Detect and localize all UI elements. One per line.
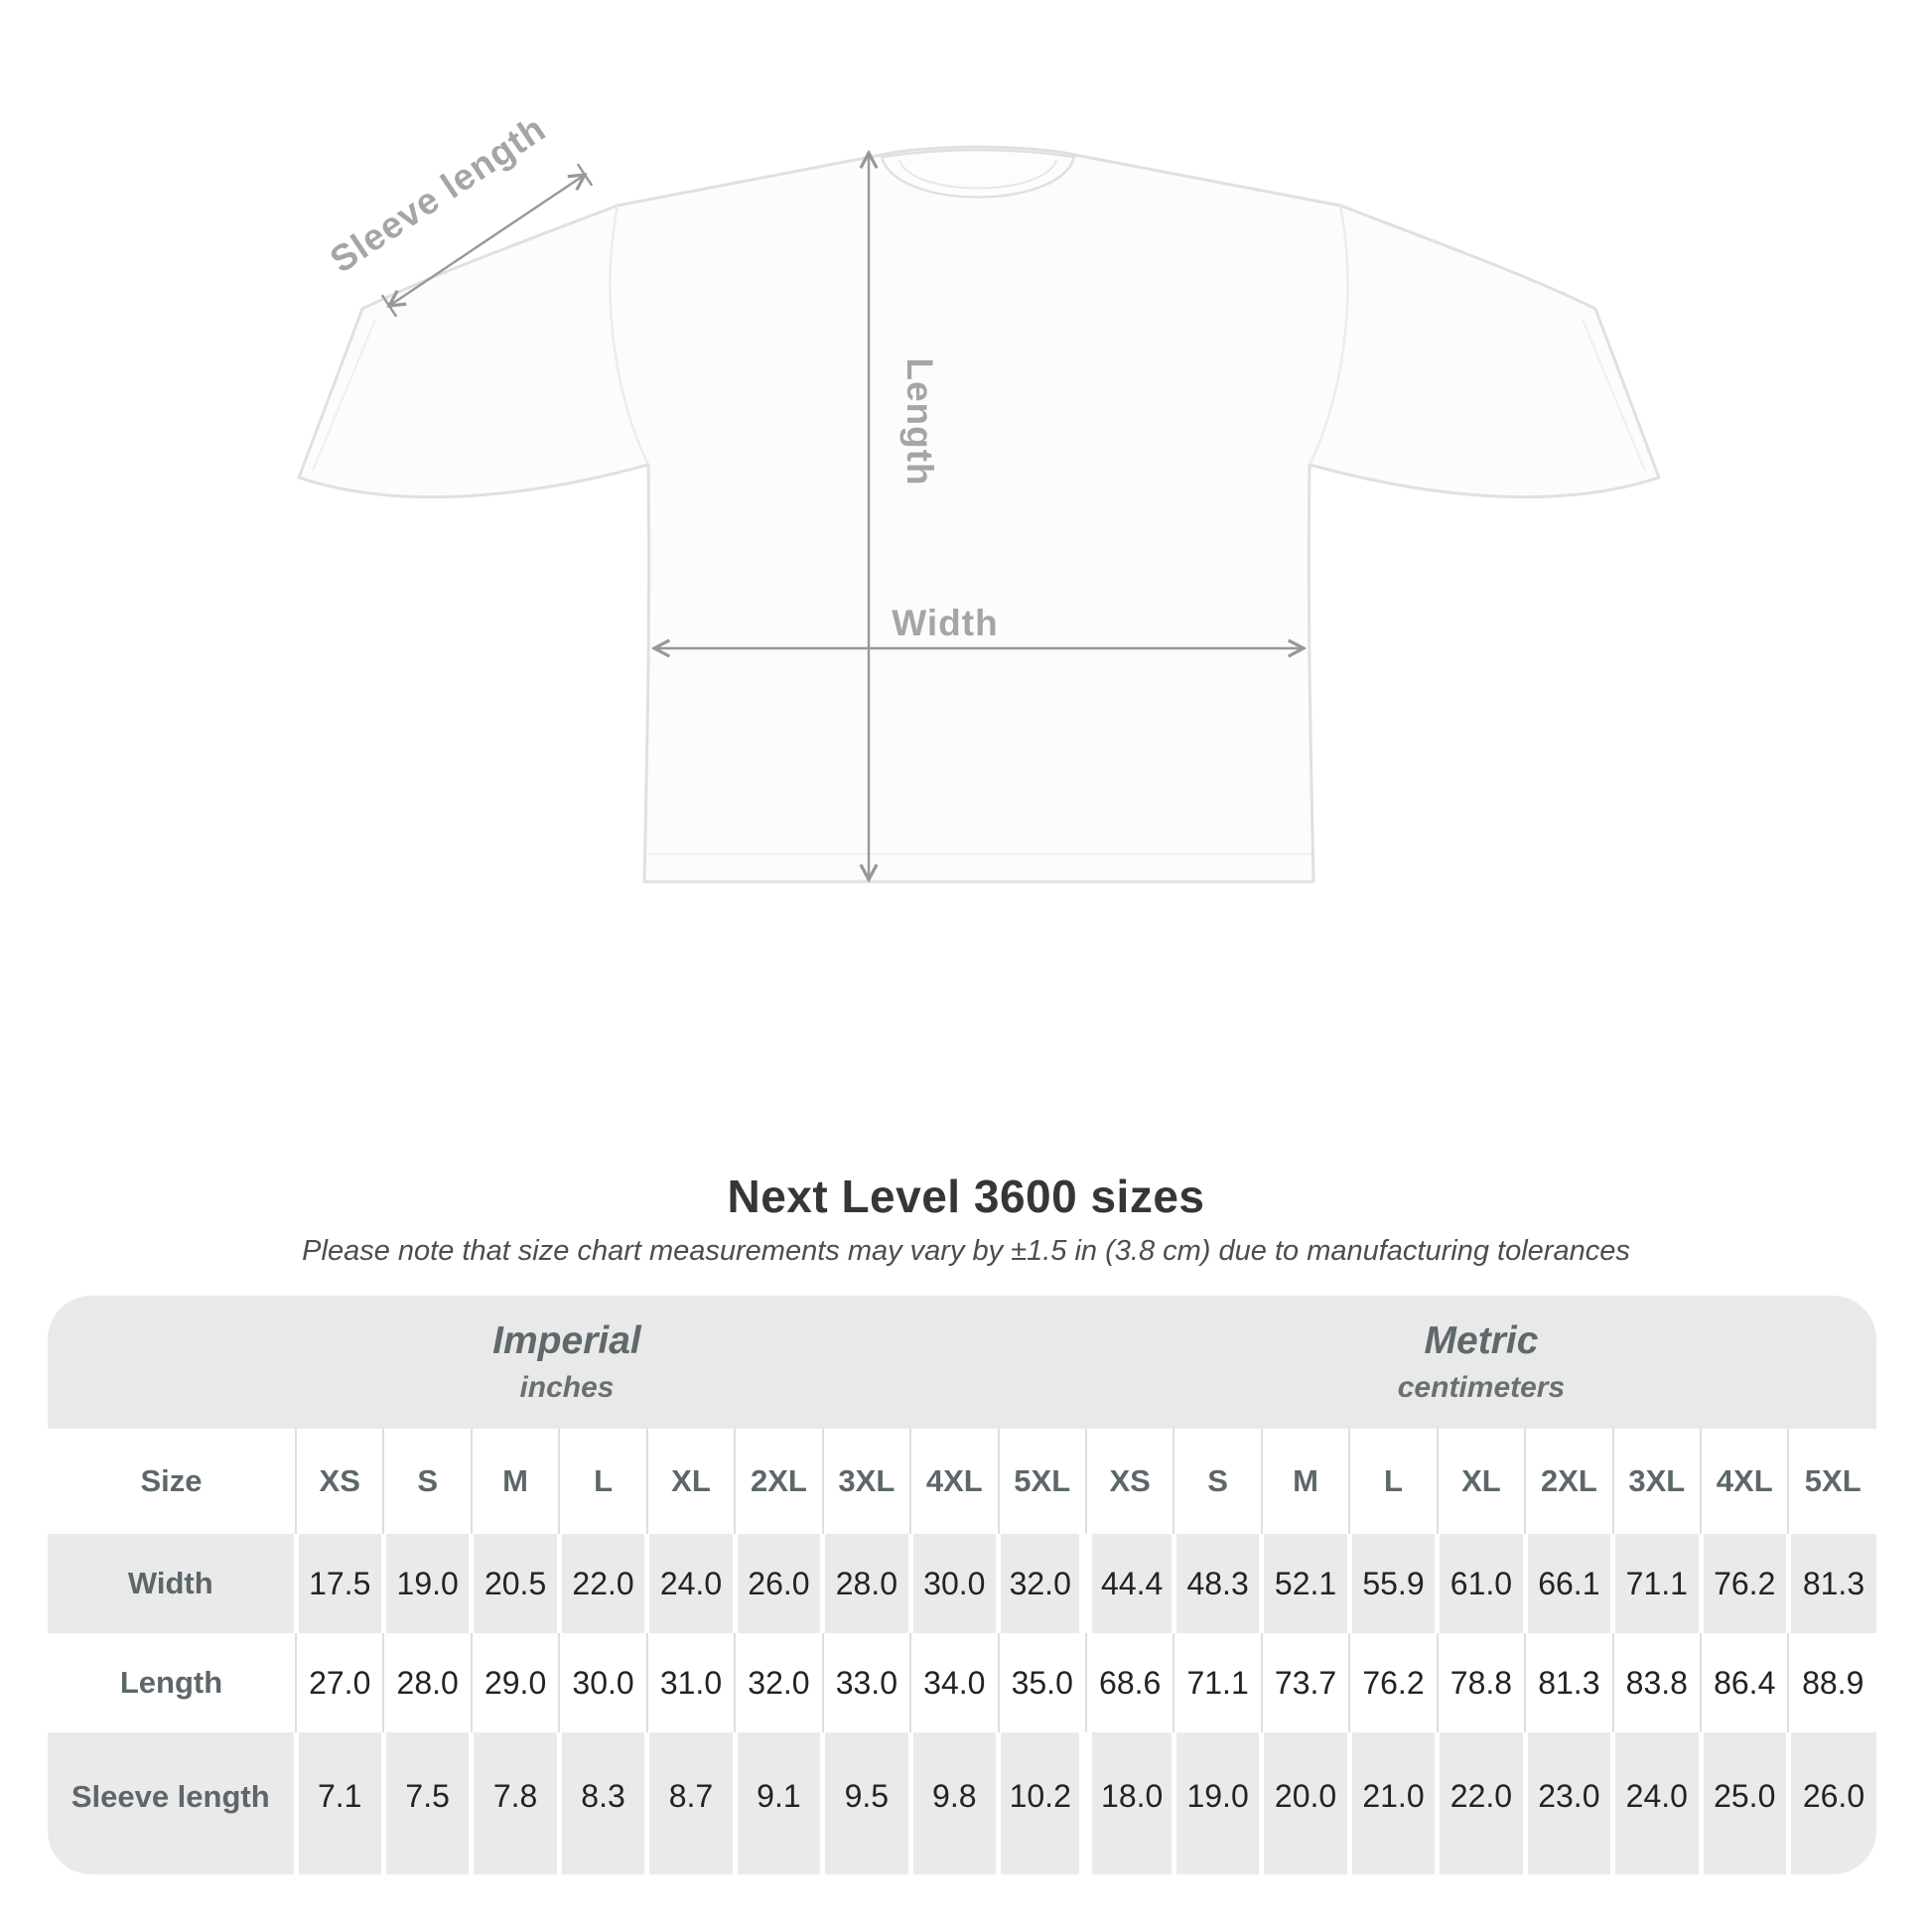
metric-section-header <box>1086 1296 1876 1429</box>
measurement-cell: 88.9 <box>1788 1633 1876 1732</box>
measurement-cell: 9.8 <box>910 1732 998 1874</box>
measurement-cell: 22.0 <box>559 1534 646 1633</box>
sleeve-length-label: Sleeve length <box>323 107 553 281</box>
measurement-cell: 30.0 <box>910 1534 998 1633</box>
metric-section-title: Metric <box>1424 1319 1539 1362</box>
size-col-header: 5XL <box>999 1429 1086 1534</box>
measurement-cell: 19.0 <box>1173 1732 1261 1874</box>
measurement-cell: 7.1 <box>296 1732 383 1874</box>
size-col-header: XL <box>647 1429 735 1534</box>
measurement-cell: 20.5 <box>472 1534 559 1633</box>
measurement-cell: 35.0 <box>999 1633 1086 1732</box>
size-col-header: 5XL <box>1788 1429 1876 1534</box>
measurement-cell: 31.0 <box>647 1633 735 1732</box>
measurement-cell: 71.1 <box>1613 1534 1701 1633</box>
measurement-cell: 18.0 <box>1086 1732 1173 1874</box>
measurement-cell: 8.7 <box>647 1732 735 1874</box>
measurement-cell: 8.3 <box>559 1732 646 1874</box>
tolerance-note: Please note that size chart measurements may vary by ±1.5 in (3.8 cm) due to manufacturing tolerances <box>302 1235 1630 1267</box>
measurement-cell: 81.3 <box>1525 1633 1612 1732</box>
size-col-header: 3XL <box>823 1429 910 1534</box>
measurement-cell: 34.0 <box>910 1633 998 1732</box>
measurement-cell: 25.0 <box>1701 1732 1788 1874</box>
measurement-cell: 76.2 <box>1701 1534 1788 1633</box>
length-label: Length <box>899 357 940 486</box>
measurement-cell: 7.5 <box>383 1732 471 1874</box>
sleeve-length-row <box>48 1732 1876 1874</box>
measurement-cell: 76.2 <box>1349 1633 1437 1732</box>
width-label: Width <box>892 603 999 643</box>
measurement-cell: 21.0 <box>1349 1732 1437 1874</box>
measurement-cell: 20.0 <box>1262 1732 1349 1874</box>
size-col-header: XS <box>1086 1429 1173 1534</box>
measurement-cell: 32.0 <box>999 1534 1086 1633</box>
size-chart-table <box>48 1296 1876 1874</box>
measurement-cell: 7.8 <box>472 1732 559 1874</box>
imperial-section-title: Imperial <box>492 1319 641 1362</box>
measurement-cell: 78.8 <box>1438 1633 1525 1732</box>
measurement-cell: 44.4 <box>1086 1534 1173 1633</box>
measurement-cell: 17.5 <box>296 1534 383 1633</box>
measurement-cell: 26.0 <box>1788 1732 1876 1874</box>
measurement-cell: 24.0 <box>647 1534 735 1633</box>
size-col-header: XS <box>296 1429 383 1534</box>
size-col-header: 3XL <box>1613 1429 1701 1534</box>
measurement-cell: 71.1 <box>1173 1633 1261 1732</box>
size-col-header: L <box>1349 1429 1437 1534</box>
measurement-cell: 10.2 <box>999 1732 1086 1874</box>
measurement-cell: 9.1 <box>735 1732 822 1874</box>
size-col-header: S <box>1173 1429 1261 1534</box>
unit-section-header-row <box>48 1296 1876 1429</box>
measurement-cell: 29.0 <box>472 1633 559 1732</box>
measurement-cell: 83.8 <box>1613 1633 1701 1732</box>
measurement-cell: 68.6 <box>1086 1633 1173 1732</box>
row-label-sleeve-length: Sleeve length <box>48 1732 296 1874</box>
measurement-cell: 22.0 <box>1438 1732 1525 1874</box>
measurement-cell: 81.3 <box>1788 1534 1876 1633</box>
measurement-cell: 23.0 <box>1525 1732 1612 1874</box>
measurement-cell: 19.0 <box>383 1534 471 1633</box>
measurement-cell: 55.9 <box>1349 1534 1437 1633</box>
length-row <box>48 1633 1876 1732</box>
measurement-cell: 33.0 <box>823 1633 910 1732</box>
measurement-cell: 61.0 <box>1438 1534 1525 1633</box>
size-col-header: M <box>1262 1429 1349 1534</box>
measurement-cell: 30.0 <box>559 1633 646 1732</box>
metric-section-subtitle: centimeters <box>1397 1371 1566 1404</box>
size-col-header: L <box>559 1429 646 1534</box>
size-col-header: 2XL <box>735 1429 822 1534</box>
measurement-cell: 86.4 <box>1701 1633 1788 1732</box>
size-col-header: S <box>383 1429 471 1534</box>
measurement-cell: 24.0 <box>1613 1732 1701 1874</box>
measurement-cell: 66.1 <box>1525 1534 1612 1633</box>
measurement-cell: 73.7 <box>1262 1633 1349 1732</box>
size-col-header: M <box>472 1429 559 1534</box>
row-label-length: Length <box>48 1633 296 1732</box>
size-col-header: 4XL <box>1701 1429 1788 1534</box>
row-label-width: Width <box>48 1534 296 1633</box>
measurement-cell: 28.0 <box>383 1633 471 1732</box>
measurement-cell: 48.3 <box>1173 1534 1261 1633</box>
imperial-section-subtitle: inches <box>519 1371 615 1404</box>
measurement-cell: 9.5 <box>823 1732 910 1874</box>
measurement-cell: 28.0 <box>823 1534 910 1633</box>
size-header-label: Size <box>48 1429 296 1534</box>
tshirt-graphic <box>299 147 1659 882</box>
measurement-cell: 26.0 <box>735 1534 822 1633</box>
size-col-header: 4XL <box>910 1429 998 1534</box>
measurement-cell: 27.0 <box>296 1633 383 1732</box>
size-col-header: XL <box>1438 1429 1525 1534</box>
page-title: Next Level 3600 sizes <box>727 1171 1205 1222</box>
measurement-cell: 52.1 <box>1262 1534 1349 1633</box>
sleeve-dimension-end-tick <box>578 164 592 186</box>
measurement-cell: 32.0 <box>735 1633 822 1732</box>
imperial-section-header <box>48 1296 1086 1429</box>
width-row <box>48 1534 1876 1633</box>
size-header-row <box>48 1429 1876 1534</box>
size-col-header: 2XL <box>1525 1429 1612 1534</box>
